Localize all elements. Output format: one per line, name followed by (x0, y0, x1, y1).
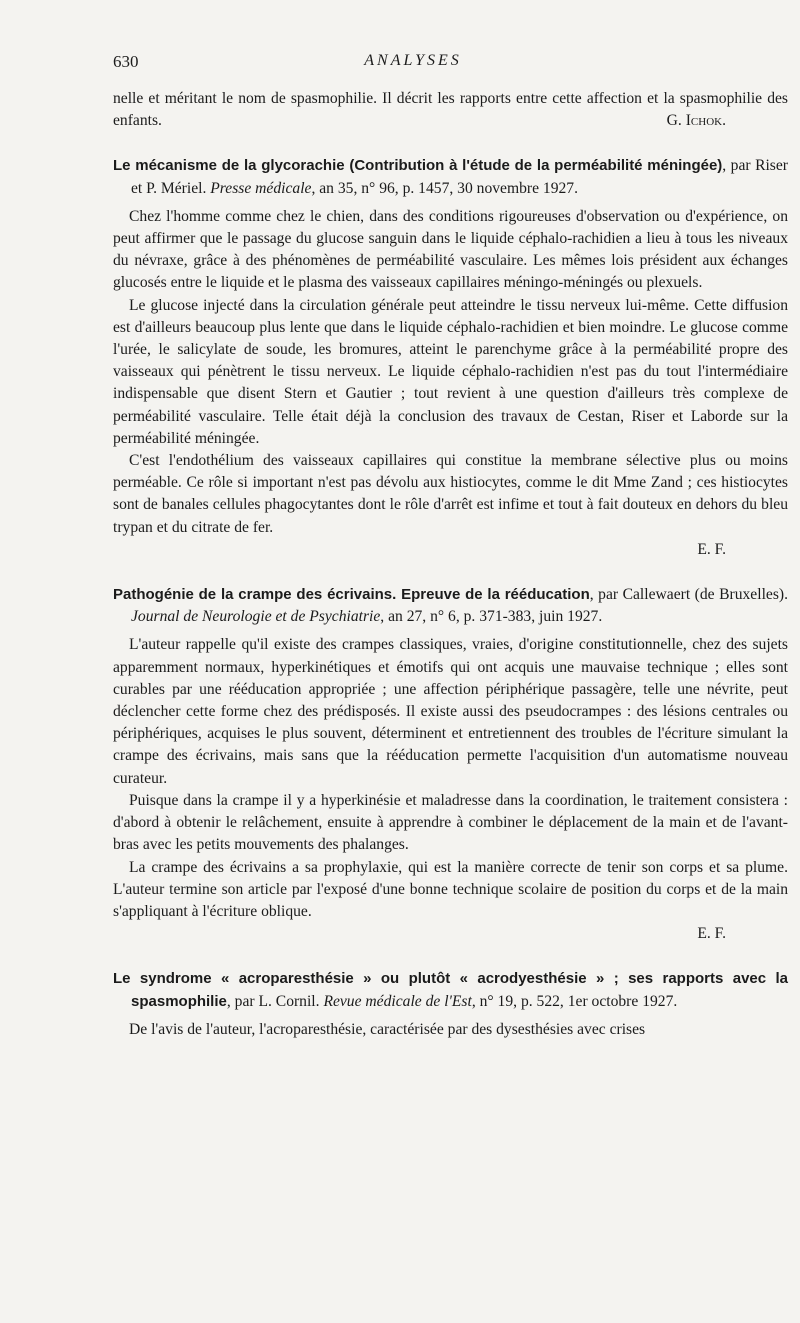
page-body (113, 88, 788, 1041)
article-authors: , par Callewaert (de Bruxelles). (589, 586, 788, 604)
citation (113, 155, 788, 199)
article-title: Le syndrome « acroparesthésie » ou plutôt « acrodyesthésie » ; ses rapports avec la spasmophilie (113, 970, 788, 1010)
entry-acroparesthesie (113, 968, 788, 1041)
paragraph: Chez l'homme comme chez le chien, dans des conditions rigoureuses d'observation ou d'expérience, on peut affirmer que le passage du glucose sanguin dans le liquide céphalo-rachidien a lieu à tous les niveaux du névraxe, grâce à des phénomènes de perméabilité vasculaire. Les mêmes lois président aux échanges glucosés entre le liquide et le plasma des vaisseaux capillaires méningo-méningés ou plexuels. (113, 207, 788, 292)
paragraph (113, 88, 788, 132)
article-title: Le mécanisme de la glycorachie (Contribution à l'étude de la perméabilité méningée) (113, 157, 723, 175)
paragraph: L'auteur rappelle qu'il existe des crampes classiques, vraies, d'origine constitutionnelle, chez des sujets apparemment normaux, hyperkinétiques et émotifs qui ont acquis une mauvaise technique ; elles sont curables par une rééducation appropriée ; une affection périphérique passagère, telle une névrite, peut déclencher cette forme chez des prédisposés. Il existe aussi des pseudocrampes : des lésions centrales ou périphériques, acquises le plus souvent, déterminent et entretiennent des troubles de l'écriture simulant la crampe des écrivains, mais sans que la rééducation permette l'acquisition d'un automatisme nouveau curateur. (113, 636, 788, 787)
article-title: Pathogénie de la crampe des écrivains. Epreuve de la rééducation (113, 586, 590, 604)
article-authors: , par Riser et P. Mériel. (131, 157, 788, 197)
paragraph: C'est l'endothélium des vaisseaux capillaires qui constitue la membrane sélective plus ou moins perméable. Ce rôle si important n'est pas dévolu aux histiocytes, comme le dit Mme Zand ; ces histiocytes sont de banales cellules phagocytantes dont le rôle d'arrêt est infime et tout à fait douteux en dehors du bleu trypan et du citrate de fer. (113, 452, 788, 536)
paragraph: Puisque dans la crampe il y a hyperkinésie et maladresse dans la coordination, le traitement consistera : d'abord à obtenir le relâchement, ensuite à apprendre à combiner le déplacement de la main et de l'avant-bras avec les petits mouvements des phalanges. (113, 791, 788, 854)
article-authors: , par L. Cornil. (226, 992, 324, 1010)
running-head: ANALYSES (364, 52, 462, 69)
journal-name: Presse médicale (210, 179, 312, 197)
text-line: et la spasmophilie des enfants. (113, 90, 788, 130)
signature: E. F. (697, 540, 726, 558)
entry-crampe (113, 584, 788, 945)
paragraph: De l'avis de l'auteur, l'acroparesthésie, caractérisée par des dysesthésies avec crises (129, 1020, 646, 1038)
page-number: 630 (113, 52, 139, 71)
signature: G. Ichok. (666, 112, 726, 130)
journal-name: Journal de Neurologie et de Psychiatrie (131, 608, 381, 626)
paragraph: Le glucose injecté dans la circulation générale peut atteindre le tissu nerveux lui-même. Cette diffusion est d'ailleurs beaucoup plus lente que dans le liquide céphalo-rachidien et bien moindre. Le glucose comme l'urée, le salicylate de soude, les bromures, atteint le parenchyme grâce à la perméabilité propre des vaisseaux qui pénètrent le tissu nerveux. Le liquide céphalo-rachidien n'est pas du tout l'intermédiaire indispensable que disent Stern et Gautier ; tout revient à une question d'ailleurs très complexe de perméabilité vasculaire. Telle était déjà la conclusion des travaux de Cestan, Riser et Laborde sur la perméabilité méningée. (113, 296, 788, 447)
page-header (113, 52, 713, 74)
entry-glycorachie (113, 155, 788, 561)
citation (113, 968, 788, 1012)
paragraph: La crampe des écrivains a sa prophylaxie, qui est la manière correcte de tenir son corps et sa plume. L'auteur termine son article par l'exposé d'une bonne technique scolaire de position du corps et de la main s'appliquant à l'écriture oblique. (113, 858, 788, 920)
citation-details: , an 27, n° 6, p. 371-383, juin 1927. (380, 608, 603, 626)
citation-details: , n° 19, p. 522, 1er octobre 1927. (471, 992, 678, 1010)
journal-name: Revue médicale de l'Est (323, 992, 472, 1010)
citation (113, 584, 788, 628)
text-line: nelle et méritant le nom de spasmophilie. Il décrit les rapports entre cette affection (113, 90, 642, 107)
signature: E. F. (697, 925, 726, 943)
citation-details: , an 35, n° 96, p. 1457, 30 novembre 1927. (311, 179, 578, 197)
entry-continuation (113, 88, 788, 132)
